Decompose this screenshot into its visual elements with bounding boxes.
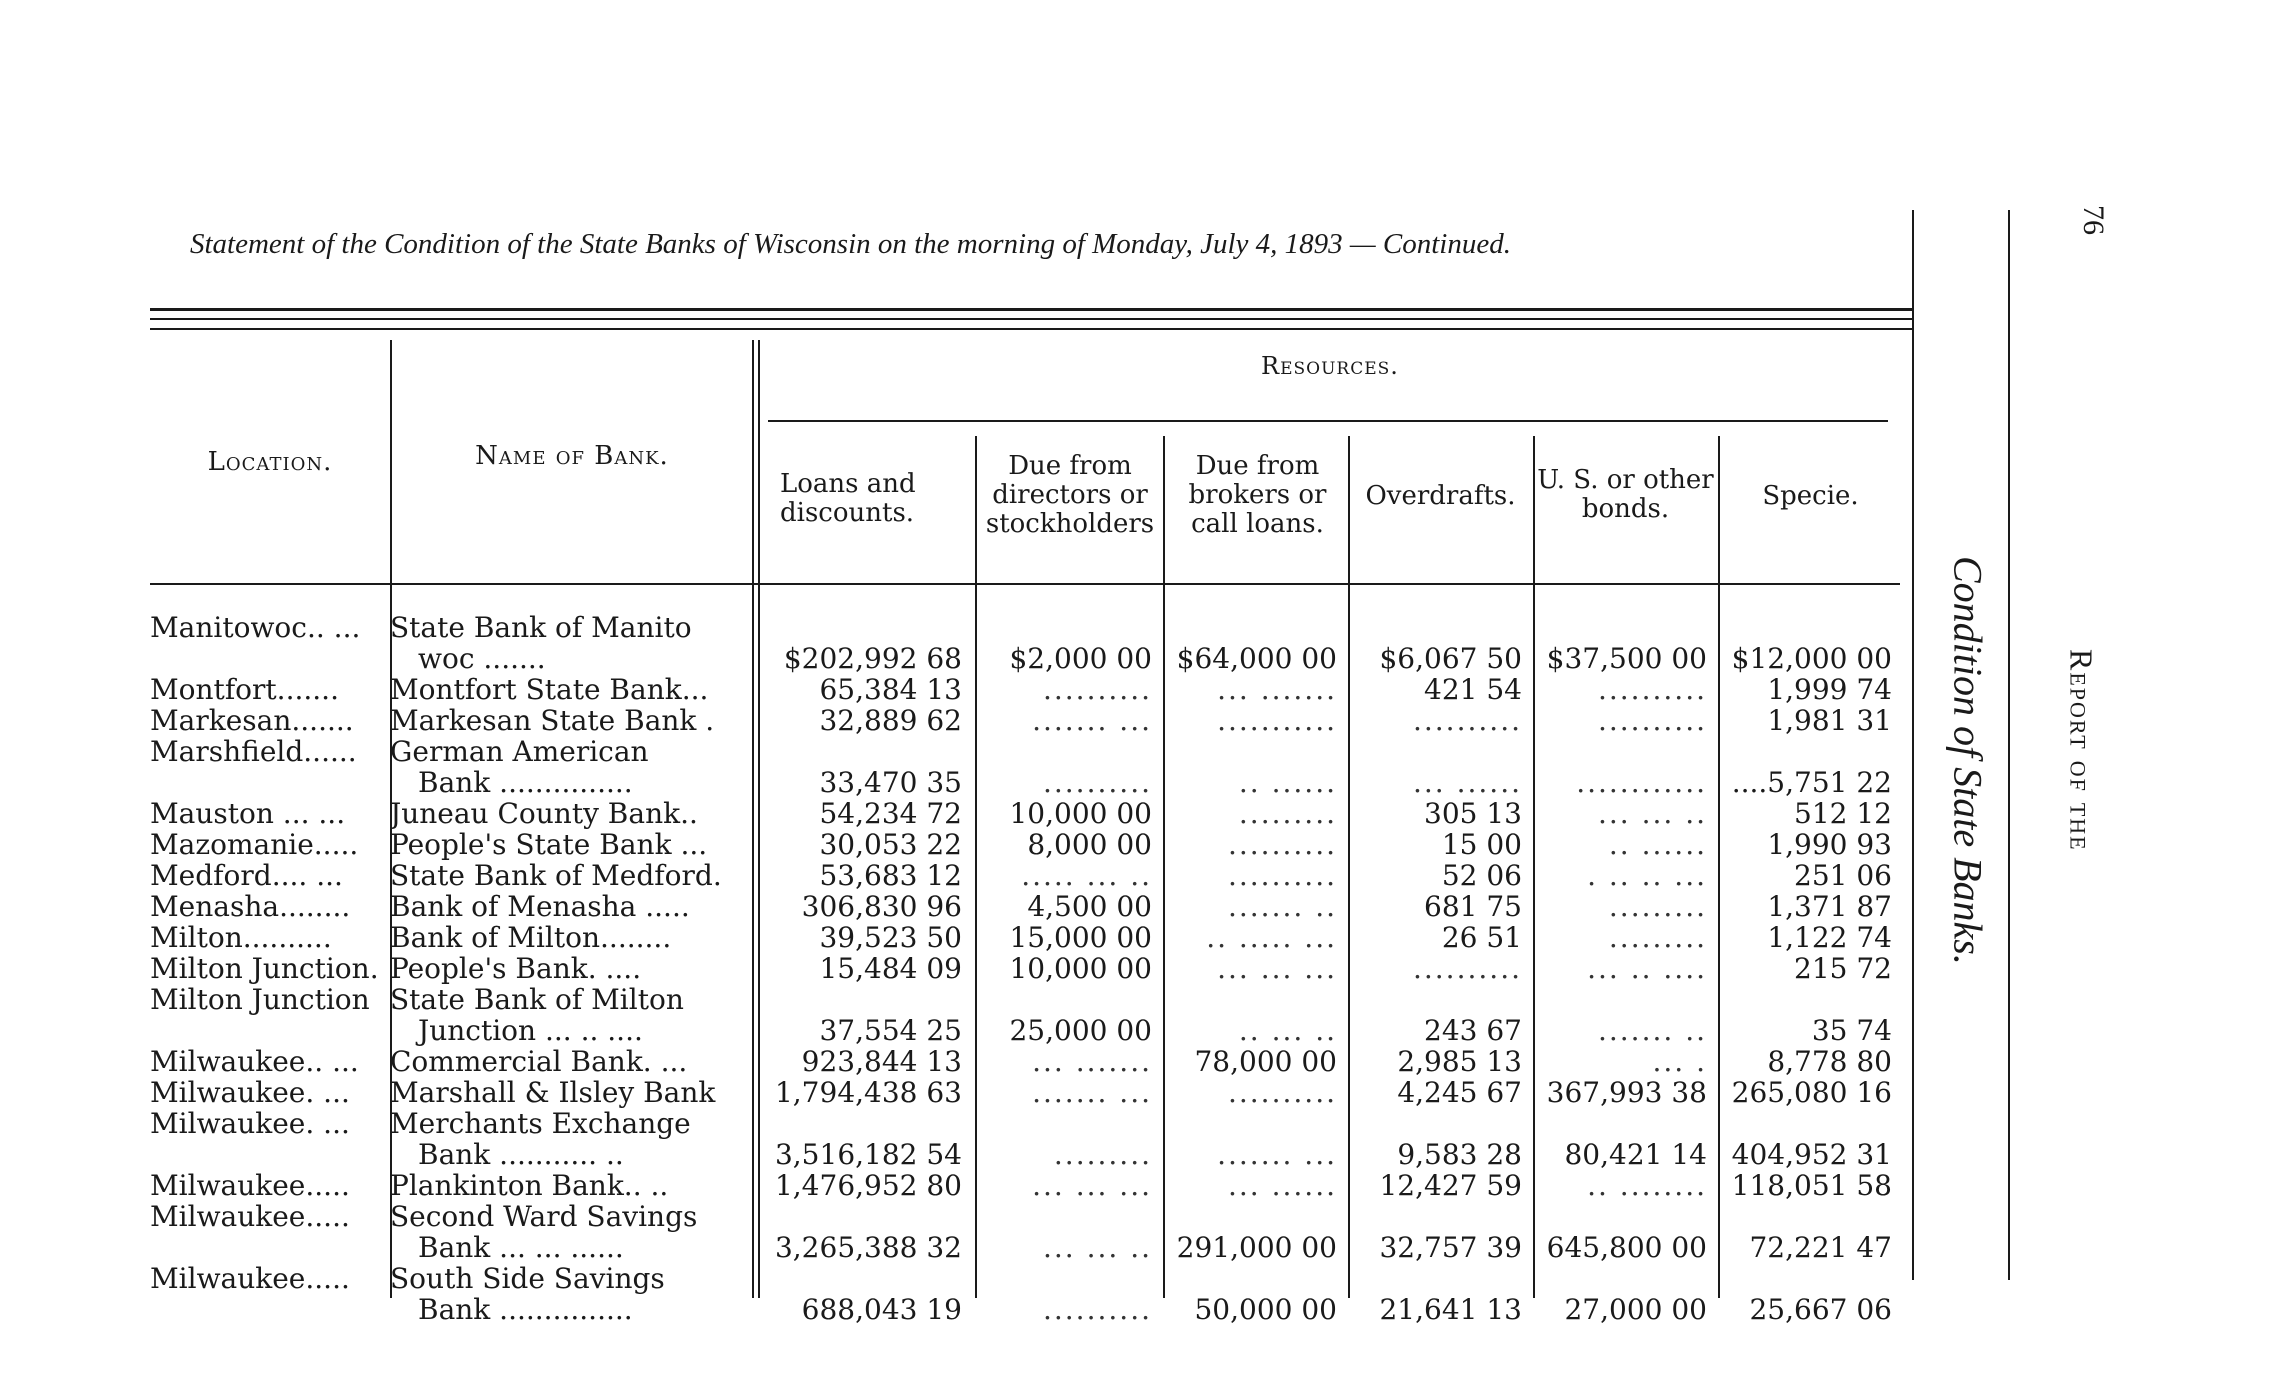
cell-specie: 265,080 16 <box>1731 1077 1892 1108</box>
cell-specie: 8,778 80 <box>1767 1046 1892 1077</box>
cell-brokers: ....... ... <box>1217 1138 1337 1170</box>
table-row <box>150 798 1910 829</box>
cell-specie: 1,999 74 <box>1767 674 1892 705</box>
cell-bank-name: Bank of Milton........ <box>390 922 672 953</box>
cell-bonds: .. ........ <box>1587 1170 1707 1201</box>
cell-location: Markesan....... <box>150 705 354 736</box>
table-row <box>150 1046 1910 1077</box>
cell-specie: ....5,751 22 <box>1731 766 1892 798</box>
cell-overdrafts: .......... <box>1412 953 1522 984</box>
cell-brokers: .. ..... ... <box>1206 922 1337 953</box>
cell-brokers: ........... <box>1217 705 1337 736</box>
table-body <box>150 612 1910 1325</box>
cell-specie: 1,981 31 <box>1767 705 1892 736</box>
cell-loans: 1,476,952 80 <box>774 1170 962 1201</box>
header-rule <box>150 328 1912 330</box>
cell-directors: ....... ... <box>1032 1077 1152 1108</box>
cell-location: Medford.... ... <box>150 860 343 891</box>
cell-loans: 37,554 25 <box>819 1014 962 1046</box>
cell-loans: 3,265,388 32 <box>774 1231 962 1263</box>
cell-loans: 688,043 19 <box>801 1293 962 1325</box>
cell-bank-name: Plankinton Bank.. .. <box>390 1170 669 1201</box>
cell-specie: $12,000 00 <box>1731 642 1892 674</box>
cell-directors: ... ....... <box>1032 1046 1152 1077</box>
cell-brokers: 50,000 00 <box>1194 1293 1337 1325</box>
cell-bonds: .......... <box>1597 705 1707 736</box>
cell-brokers: $64,000 00 <box>1176 642 1337 674</box>
cell-loans: 32,889 62 <box>819 705 962 736</box>
cell-bank-name: German American Bank ............... <box>390 736 649 798</box>
right-rule <box>1912 210 1914 1280</box>
cell-overdrafts: 681 75 <box>1424 891 1522 922</box>
cell-brokers: 78,000 00 <box>1194 1046 1337 1077</box>
cell-directors: .......... <box>1042 674 1152 705</box>
cell-overdrafts: 4,245 67 <box>1397 1077 1522 1108</box>
table-row <box>150 1263 1910 1325</box>
cell-bank-name: Bank of Menasha ..... <box>390 891 690 922</box>
cell-overdrafts: 21,641 13 <box>1379 1293 1522 1325</box>
table-row <box>150 1201 1910 1263</box>
table-row <box>150 860 1910 891</box>
cell-brokers: ... ... ... <box>1217 953 1337 984</box>
cell-bonds: ... ... .. <box>1597 798 1707 829</box>
table-row <box>150 736 1910 798</box>
cell-directors: 8,000 00 <box>1027 829 1152 860</box>
header-brokers: Due from brokers or call loans. <box>1188 451 1327 539</box>
cell-directors: ....... ... <box>1032 705 1152 736</box>
cell-directors: ..... ... .. <box>1021 860 1152 891</box>
cell-loans: 3,516,182 54 <box>774 1138 962 1170</box>
cell-specie: 1,371 87 <box>1767 891 1892 922</box>
cell-location: Milwaukee..... <box>150 1170 350 1201</box>
cell-location: Milwaukee..... <box>150 1263 350 1295</box>
cell-bank-name: State Bank of Milton Junction ... .. .... <box>390 984 684 1046</box>
cell-directors: .......... <box>1042 1293 1152 1325</box>
cell-brokers: .......... <box>1227 860 1337 891</box>
cell-specie: 1,122 74 <box>1767 922 1892 953</box>
cell-bank-name: Commercial Bank. ... <box>390 1046 688 1077</box>
cell-location: Milton Junction. <box>150 953 379 984</box>
header-location: Location. <box>207 447 333 477</box>
cell-loans: 15,484 09 <box>819 953 962 984</box>
cell-brokers: ......... <box>1238 798 1337 829</box>
cell-loans: 30,053 22 <box>819 829 962 860</box>
cell-directors: 15,000 00 <box>1009 922 1152 953</box>
cell-loans: 923,844 13 <box>801 1046 962 1077</box>
cell-directors: $2,000 00 <box>1009 642 1152 674</box>
cell-bank-name: People's State Bank ... <box>390 829 708 860</box>
top-rule <box>150 308 1912 311</box>
cell-location: Mauston ... ... <box>150 798 346 829</box>
cell-directors: 10,000 00 <box>1009 953 1152 984</box>
cell-overdrafts: 52 06 <box>1441 860 1522 891</box>
header-loans: Loans and discounts. <box>780 469 916 528</box>
cell-brokers: .. ...... <box>1238 766 1337 798</box>
table-row <box>150 1077 1910 1108</box>
table-row <box>150 612 1910 674</box>
cell-bank-name: Markesan State Bank . <box>390 705 715 736</box>
table-row <box>150 674 1910 705</box>
cell-loans: 1,794,438 63 <box>774 1077 962 1108</box>
cell-location: Milton.......... <box>150 922 332 953</box>
cell-bank-name: People's Bank. .... <box>390 953 642 984</box>
table-row <box>150 984 1910 1046</box>
cell-location: Milton Junction <box>150 984 370 1016</box>
header-specie: Specie. <box>1762 481 1859 511</box>
cell-bonds: ......... <box>1608 891 1707 922</box>
cell-specie: 404,952 31 <box>1731 1138 1892 1170</box>
cell-specie: 25,667 06 <box>1749 1293 1892 1325</box>
table-row <box>150 953 1910 984</box>
cell-loans: 39,523 50 <box>819 922 962 953</box>
cell-overdrafts: 15 00 <box>1441 829 1522 860</box>
cell-brokers: ... ...... <box>1227 1170 1337 1201</box>
cell-specie: 72,221 47 <box>1749 1231 1892 1263</box>
cell-specie: 215 72 <box>1794 953 1892 984</box>
cell-overdrafts: 9,583 28 <box>1397 1138 1522 1170</box>
cell-specie: 118,051 58 <box>1731 1170 1892 1201</box>
cell-directors: 4,500 00 <box>1027 891 1152 922</box>
table-row <box>150 891 1910 922</box>
table-row <box>150 829 1910 860</box>
cell-directors: 25,000 00 <box>1009 1014 1152 1046</box>
cell-loans: 54,234 72 <box>819 798 962 829</box>
cell-location: Milwaukee.. ... <box>150 1046 359 1077</box>
cell-bank-name: Juneau County Bank.. <box>390 798 698 829</box>
cell-overdrafts: 32,757 39 <box>1379 1231 1522 1263</box>
cell-loans: 65,384 13 <box>819 674 962 705</box>
header-overdrafts: Overdrafts. <box>1365 481 1516 511</box>
cell-location: Milwaukee..... <box>150 1201 350 1233</box>
cell-bonds: 27,000 00 <box>1564 1293 1707 1325</box>
cell-bonds: .......... <box>1597 674 1707 705</box>
cell-loans: 33,470 35 <box>819 766 962 798</box>
header-directors: Due from directors or stockholders <box>985 451 1155 539</box>
cell-directors: ... ... .. <box>1042 1231 1152 1263</box>
cell-bonds: 367,993 38 <box>1546 1077 1707 1108</box>
cell-overdrafts: 2,985 13 <box>1397 1046 1522 1077</box>
cell-loans: $202,992 68 <box>783 642 962 674</box>
top-rule-2 <box>150 318 1912 320</box>
header-bonds: U. S. or other bonds. <box>1537 465 1714 524</box>
cell-specie: 512 12 <box>1794 798 1892 829</box>
cell-overdrafts: 305 13 <box>1424 798 1522 829</box>
cell-specie: 251 06 <box>1794 860 1892 891</box>
cell-directors: .......... <box>1042 766 1152 798</box>
cell-bonds: 645,800 00 <box>1546 1231 1707 1263</box>
cell-location: Milwaukee. ... <box>150 1108 350 1140</box>
cell-bonds: ......... <box>1608 922 1707 953</box>
cell-brokers: ....... .. <box>1227 891 1337 922</box>
cell-overdrafts: 243 67 <box>1424 1014 1522 1046</box>
table-row <box>150 705 1910 736</box>
cell-overdrafts: ... ...... <box>1412 766 1522 798</box>
cell-bonds: . .. .. ... <box>1587 860 1707 891</box>
cell-directors: ......... <box>1053 1138 1152 1170</box>
table-row <box>150 1170 1910 1201</box>
cell-bonds: 80,421 14 <box>1564 1138 1707 1170</box>
cell-specie: 1,990 93 <box>1767 829 1892 860</box>
column-header-rule <box>150 583 1900 585</box>
outer-right-rule <box>2008 210 2010 1280</box>
cell-bonds: ... .. .... <box>1587 953 1707 984</box>
cell-brokers: .. ... .. <box>1238 1014 1337 1046</box>
running-head: Report of the <box>2063 648 2100 852</box>
cell-location: Menasha........ <box>150 891 351 922</box>
cell-location: Montfort....... <box>150 674 339 705</box>
cell-bank-name: Montfort State Bank... <box>390 674 709 705</box>
resources-rule <box>768 420 1888 422</box>
cell-directors: ... ... ... <box>1032 1170 1152 1201</box>
cell-brokers: .......... <box>1227 1077 1337 1108</box>
cell-brokers: 291,000 00 <box>1176 1231 1337 1263</box>
table-row <box>150 922 1910 953</box>
cell-bonds: .. ...... <box>1608 829 1707 860</box>
cell-overdrafts: 26 51 <box>1441 922 1522 953</box>
cell-overdrafts: 12,427 59 <box>1379 1170 1522 1201</box>
cell-bank-name: Second Ward Savings Bank ... ... ...... <box>390 1201 698 1263</box>
cell-directors: 10,000 00 <box>1009 798 1152 829</box>
cell-bank-name: State Bank of Manito woc ....... <box>390 612 692 674</box>
cell-loans: 53,683 12 <box>819 860 962 891</box>
cell-specie: 35 74 <box>1811 1014 1892 1046</box>
cell-overdrafts: .......... <box>1412 705 1522 736</box>
cell-loans: 306,830 96 <box>801 891 962 922</box>
cell-brokers: .......... <box>1227 829 1337 860</box>
cell-location: Marshfield...... <box>150 736 357 768</box>
cell-location: Manitowoc.. ... <box>150 612 361 644</box>
header-resources: Resources. <box>1261 352 1399 380</box>
header-name-of-bank: Name of Bank. <box>475 441 669 471</box>
cell-bonds: ............ <box>1576 766 1707 798</box>
cell-bonds: ....... .. <box>1597 1014 1707 1046</box>
cell-brokers: ... ....... <box>1217 674 1337 705</box>
cell-bank-name: South Side Savings Bank ............... <box>390 1263 665 1325</box>
cell-bank-name: Marshall & Ilsley Bank <box>390 1077 716 1108</box>
cell-overdrafts: 421 54 <box>1424 674 1522 705</box>
cell-bank-name: State Bank of Medford. <box>390 860 722 891</box>
cell-location: Mazomanie..... <box>150 829 359 860</box>
cell-bonds: $37,500 00 <box>1546 642 1707 674</box>
cell-bonds: ... . <box>1652 1046 1707 1077</box>
cell-location: Milwaukee. ... <box>150 1077 350 1108</box>
cell-bank-name: Merchants Exchange Bank ........... .. <box>390 1108 691 1170</box>
side-title: Condition of State Banks. <box>1945 555 1991 965</box>
table-caption: Statement of the Condition of the State Banks of Wisconsin on the morning of Monday, July 4, 1893 — Continued. <box>190 228 1511 260</box>
page-number: 76 <box>2077 205 2110 235</box>
cell-overdrafts: $6,067 50 <box>1379 642 1522 674</box>
table-row <box>150 1108 1910 1170</box>
